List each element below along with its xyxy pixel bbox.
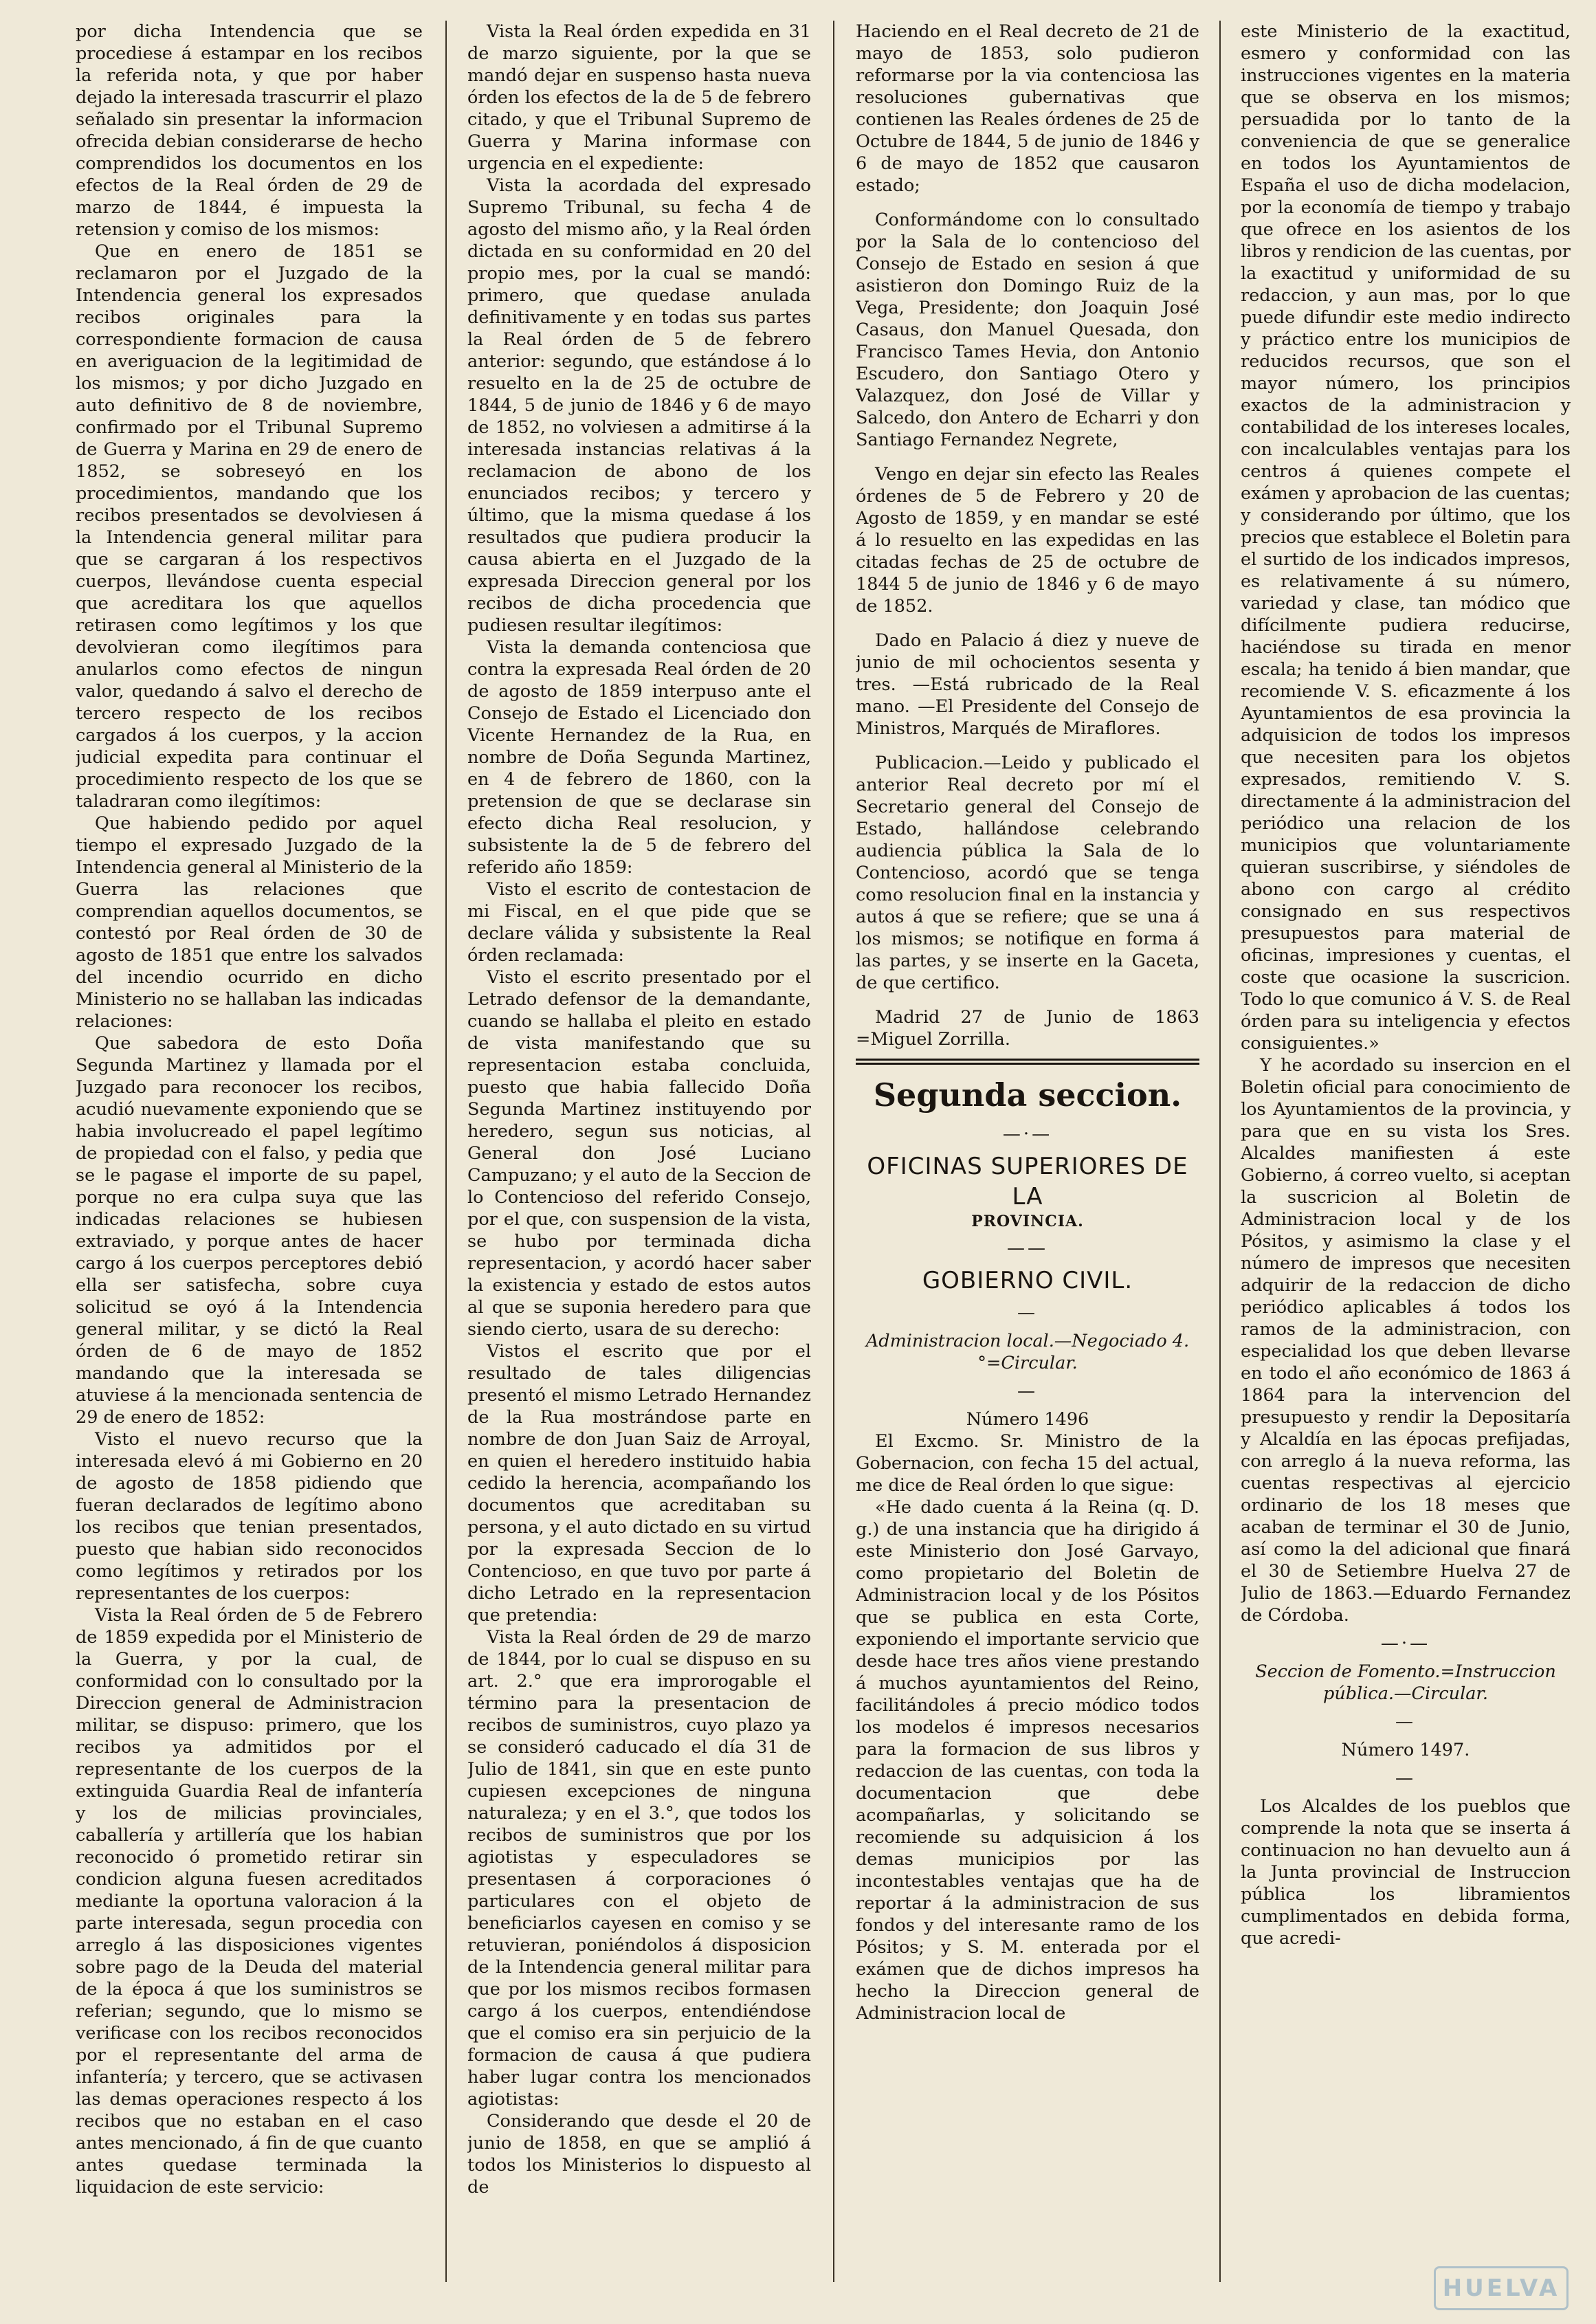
paragraph: El Excmo. Sr. Ministro de la Gobernacion, con fecha 15 del actual, me dice de Real órden lo que sigue: bbox=[856, 1431, 1199, 1496]
section-divider bbox=[856, 1059, 1199, 1065]
paragraph: Haciendo en el Real decreto de 21 de mayo de 1853, solo pudieron reformarse por la via contenciosa las resoluciones gubernativas que contienen las Reales órdenes de 25 de Octubre de 1844, 5 de junio de 1846 y 6 de mayo de 1852 que causaron estado; bbox=[856, 21, 1199, 196]
column-4 bbox=[1241, 21, 1571, 1949]
divider-dash: —— bbox=[1007, 1238, 1048, 1259]
admin-heading: Administracion local.—Negociado 4.°=Circular. bbox=[865, 1331, 1190, 1373]
paragraph: Considerando que desde el 20 de junio de 1858, en que se amplió á todos los Ministerios lo dispuesto al de bbox=[467, 2111, 811, 2198]
column-rule bbox=[1219, 21, 1221, 2282]
divider-dash: — bbox=[1017, 1303, 1038, 1323]
paragraph: Visto el nuevo recurso que la interesada elevó á mi Gobierno en 20 de agosto de 1858 pidiendo que fueran declarados de legítimo abono los recibos que tenian presentados, puesto que habian sido reconocidos como legítimos y retirados por los representantes de los cuerpos: bbox=[76, 1429, 423, 1604]
office-subtitle: PROVINCIA. bbox=[971, 1213, 1084, 1230]
divider-dash: —·— bbox=[1002, 1124, 1053, 1144]
paragraph: Vista la Real órden expedida en 31 de marzo siguiente, por la que se mandó dejar en suspenso hasta nueva órden los efectos de la de 5 de febrero citado, y que el Tribunal Supremo de Guerra y Marina informase con urgencia en el expediente: bbox=[467, 21, 811, 174]
divider-dash: — bbox=[1017, 1381, 1038, 1402]
paragraph: Vista la Real órden de 5 de Febrero de 1859 expedida por el Ministerio de la Guerra, y por la cual, de conformidad con lo consultado por la Direccion general de Administracion militar, se dispuso: primero, que los recibos ya admitidos por el representante de los cuerpos de la extinguida Guardia Real de infantería y los de milicias provinciales, caballería y artillería que los habian reconocido ó prometido retirar sin condicion alguna fuesen acreditados mediante la oportuna valoracion á la parte interesada, segun procedia con arreglo á las disposiciones vigentes sobre pago de la Deuda del material de la época á que los suministros se referian; segundo, que lo mismo se verificase con los recibos reconocidos por el representante del arma de infantería; y tercero, que se activasen las demas operaciones respecto á los recibos que no estaban en el caso antes mencionado, á fin de que cuanto antes quedase terminada la liquidacion de este servicio: bbox=[76, 1605, 423, 2198]
section-title: Segunda seccion. bbox=[873, 1076, 1182, 1114]
paragraph: Que en enero de 1851 se reclamaron por el Juzgado de la Intendencia general los expresados recibos originales para la correspondiente formacion de causa en averiguacion de la legitimidad de los mismos; y por dicho Juzgado en auto definitivo de 8 de noviembre, confirmado por el Tribunal Supremo de Guerra y Marina en 29 de enero de 1852, se sobreseyó en los procedimientos, mandando que los recibos presentados se devolviesen á la Intendencia general militar para que se cargaran á los respectivos cuerpos, llevándose cuenta especial que acreditara los que aquellos retirasen como legítimos y los que devolvieran como ilegítimos para anularlos como efectos de ningun valor, quedando á salvo el derecho de tercero respecto de los recibos cargados á los cuerpos, y la accion judicial expedita para continuar el procedimiento respecto de los que se taladraran como ilegítimos: bbox=[76, 241, 423, 812]
divider-dash: — bbox=[1395, 1712, 1416, 1732]
paragraph: por dicha Intendencia que se procediese á estampar en los recibos la referida nota, y que por haber dejado la interesada trascurrir el plazo señalado sin presentar la informacion ofrecida debian considerarse de hecho comprendidos los documentos en los efectos de la Real órden de 29 de marzo de 1844, é impuesta la retension y comiso de los mismos: bbox=[76, 21, 423, 240]
office-title: OFICINAS SUPERIORES DE LA bbox=[867, 1153, 1188, 1210]
column-rule bbox=[833, 21, 834, 2282]
divider-dash: — bbox=[1395, 1768, 1416, 1789]
signature-line: Madrid 27 de Junio de 1863 =Miguel Zorrilla. bbox=[856, 1007, 1199, 1050]
paragraph: Vista la demanda contenciosa que contra la expresada Real órden de 20 de agosto de 1859 interpuso ante el Consejo de Estado el Licenciado don Vicente Hernandez de la Rua, en nombre de Doña Segunda Martinez, en 4 de febrero de 1860, con la pretension de que se declarase sin efecto dicha Real resolucion, y subsistente la de 5 de febrero del referido año 1859: bbox=[467, 637, 811, 878]
paragraph: Publicacion.—Leido y publicado el anterior Real decreto por mí el Secretario general del Consejo de Estado, hallándose celebrando audiencia pública la Sala de lo Contencioso, acordó que se tenga como resolucion final en la instancia y autos á que se refiere; que se una á los mismos; se notifique en forma á las partes, y se inserte en la Gaceta, de que certifico. bbox=[856, 753, 1199, 993]
archive-stamp: HUELVA bbox=[1434, 2266, 1569, 2310]
paragraph: Conformándome con lo consultado por la Sala de lo contencioso del Consejo de Estado en sesion á que asistieron don Domingo Ruiz de la Vega, Presidente; don Joaquin José Casaus, don Manuel Quesada, don Francisco Tames Hevia, don Antonio Escudero, don Santiago Otero y Valazquez, don José de Villar y Salcedo, don Antero de Echarri y don Santiago Fernandez Negrete, bbox=[856, 210, 1199, 450]
paragraph: Que habiendo pedido por aquel tiempo el expresado Juzgado de la Intendencia general al Ministerio de la Guerra las relaciones que comprendian aquellos documentos, se contestó por Real órden de 30 de agosto de 1851 que entre los salvados del incendio ocurrido en dicho Ministerio no se hallaban las indicadas relaciones: bbox=[76, 813, 423, 1032]
divider-dash: —·— bbox=[1380, 1633, 1431, 1654]
paragraph: Los Alcaldes de los pueblos que comprende la nota que se inserta á continuacion no han devuelto aun á la Junta provincial de Instruccion pública los libramientos cumplimentados en debida forma, que acredi- bbox=[1241, 1796, 1571, 1949]
notice-number: Número 1496 bbox=[966, 1409, 1089, 1430]
paragraph: Vista la acordada del expresado Supremo Tribunal, su fecha 4 de agosto del mismo año, y la Real órden dictada en su conformidad en 20 del propio mes, por la cual se mandó: primero, que quedase anulada definitivamente y en todas sus partes la Real órden de 5 de febrero anterior: segundo, que estándose á lo resuelto en la de 25 de octubre de 1844, 5 de junio de 1846 y 6 de mayo de 1852, no volviesen a admitirse á la interesada instancias relativas á la reclamacion de abono de los enunciados recibos; y tercero y último, que la misma quedase á los resultados que pudiera producir la causa abierta en el Juzgado de la expresada Direccion general por los recibos de dicha procedencia que pudiesen resultar ilegítimos: bbox=[467, 175, 811, 636]
paragraph: Visto el escrito de contestacion de mi Fiscal, en el que pide que se declare válida y subsistente la Real órden reclamada: bbox=[467, 879, 811, 966]
column-2 bbox=[467, 21, 811, 2198]
paragraph: este Ministerio de la exactitud, esmero y conformidad con las instrucciones vigentes en la materia que se observa en los mismos; persuadida por lo tanto de la conveniencia de que se generalice en todos los Ayuntamientos de España el uso de dicha modelacion, por la economía de tiempo y trabajo que ofrece en los asientos de los libros y rendicion de las cuentas, por la exactitud y uniformidad de su redaccion, y aun mas, por lo que puede difundir este medio indirecto y práctico entre los municipios de reducidos recursos, que son el mayor número, los principios exactos de la administracion y contabilidad de los intereses locales, con incalculables ventajas para los centros á quienes compete el exámen y aprobacion de las cuentas; y considerando por último, que los precios que establece el Boletin para el surtido de los indicados impresos, es relativamente á su número, variedad y clase, tan módico que difícilmente pudiera reducirse, haciéndose su tirada en menor escala; ha tenido á bien mandar, que recomiende V. S. eficazmente á los Ayuntamientos de esa provincia la adquisicion de todos los impresos que necesiten para los objetos expresados, remitiendo V. S. directamente á la administracion del periódico una relacion de los municipios que voluntariamente quieran suscribirse, y siéndoles de abono con cargo al crédito consignado en sus respectivos presupuestos para material de oficinas, impresiones y cuentas, el coste que ocasione la suscricion. Todo lo que comunico á V. S. de Real órden para su inteligencia y efectos consiguientes.» bbox=[1241, 21, 1571, 1054]
paragraph: Que sabedora de esto Doña Segunda Martinez y llamada por el Juzgado para reconocer los recibos, acudió nuevamente exponiendo que se habia involucreado el papel legítimo de propiedad con el falso, y pedia que se le pagase el importe de su papel, porque no era culpa suya que las indicadas relaciones se hubiesen extraviado, y porque antes de hacer cargo á los cuerpos perceptores debió ella ser satisfecha, sobre cuya solicitud se oyó á la Intendencia general militar, y se dictó la Real órden de 6 de mayo de 1852 mandando que la interesada se atuviese á la mencionada sentencia de 29 de enero de 1852: bbox=[76, 1033, 423, 1428]
paragraph: Vistos el escrito que por el resultado de tales diligencias presentó el mismo Letrado Hernandez de la Rua mostrándose parte en nombre de don Juan Saiz de Arroyal, en quien el heredero instituido habia cedido la herencia, acompañando los documentos que acreditaban su persona, y el auto dictado en su virtud por la expresada Seccion de lo Contencioso, en que tuvo por parte á dicho Letrado en la representacion que pretendia: bbox=[467, 1341, 811, 1626]
gov-title: GOBIERNO CIVIL. bbox=[922, 1267, 1133, 1294]
column-1 bbox=[76, 21, 423, 2198]
column-3 bbox=[856, 21, 1199, 2024]
paragraph: Dado en Palacio á diez y nueve de junio de mil ochocientos sesenta y tres. —Está rubricado de la Real mano. —El Presidente del Consejo de Ministros, Marqués de Miraflores. bbox=[856, 630, 1199, 739]
paragraph: Visto el escrito presentado por el Letrado defensor de la demandante, cuando se hallaba el pleito en estado de vista manifestando que su representacion estaba concluida, puesto que habia fallecido Doña Segunda Martinez instituyendo por heredero, segun sus noticias, al General don José Luciano Campuzano; y el auto de la Seccion de lo Contencioso del referido Consejo, por el que, con suspension de la vista, se hubo por terminada dicha representacion, y acordó hacer saber la existencia y estado de estos autos al que se suponia heredero para que siendo cierto, usara de su derecho: bbox=[467, 967, 811, 1340]
paragraph: Vista la Real órden de 29 de marzo de 1844, por lo cual se dispuso en su art. 2.° que era improrogable el término para la presentacion de recibos de suministros, cuyo plazo ya se consideró caducado el día 31 de Julio de 1841, sin que en este punto cupiesen excepciones de ninguna naturaleza; y en el 3.°, que todos los recibos de suministros que por los agiotistas y especuladores se presentasen á corporaciones ó particulares con el objeto de beneficiarlos cayesen en comiso y se retuvieran, poniéndolos á disposicion de la Intendencia general militar para que por los mismos recibos formasen cargo á los cuerpos, entendiéndose que el comiso era sin perjuicio de la formacion de causa á que pudiera haber lugar contra los mencionados agiotistas: bbox=[467, 1627, 811, 2110]
paragraph: «He dado cuenta á la Reina (q. D. g.) de una instancia que ha dirigido á este Ministerio don José Garvayo, como propietario del Boletin de Administracion local y de los Pósitos que se publica en esta Corte, exponiendo el importante servicio que desde hace tres años viene prestando á muchos ayuntamientos del Reino, facilitándoles á precio módico todos los modelos é impresos necesarios para la formacion de sus libros y redaccion de las cuentas, con toda la documentacion que debe acompañarlas, y solicitando se recomiende su adquisicion á los demas municipios por las incontestables ventajas que ha de reportar á la administracion de sus fondos y del interesante ramo de los Pósitos; y S. M. enterada por el exámen que de dichos impresos ha hecho la Direccion general de Administracion local de bbox=[856, 1497, 1199, 2024]
fomento-heading: Seccion de Fomento.=Instruccion pública.—Circular. bbox=[1255, 1661, 1556, 1704]
paragraph: Vengo en dejar sin efecto las Reales órdenes de 5 de Febrero y 20 de Agosto de 1859, y en mandar se esté á lo resuelto en las expedidas en las citadas fechas de 25 de octubre de 1844 5 de junio de 1846 y 6 de mayo de 1852. bbox=[856, 464, 1199, 617]
column-rule bbox=[445, 21, 447, 2282]
paragraph: Y he acordado su insercion en el Boletin oficial para conocimiento de los Ayuntamientos de la provincia, y para que en su vista los Sres. Alcaldes manifiesten á este Gobierno, á correo vuelto, si aceptan la suscricion al Boletin de Administracion local y de los Pósitos, y asimismo la clase y el número de impresos que necesiten adquirir de la redaccion de dicho periódico aplicables á todos los ramos de la administracion, con especialidad los que deben llevarse en todo el año económico de 1863 á 1864 para la intervencion del presupuesto y rendir la Depositaría y Alcaldía en las épocas prefijadas, con arreglo á la nueva reforma, las cuentas respectivas al ejercicio ordinario de los 18 meses que acaban de terminar el 30 de Junio, así como la del adicional que finará el 30 de Setiembre Huelva 27 de Julio de 1863.—Eduardo Fernandez de Córdoba. bbox=[1241, 1055, 1571, 1626]
notice-number: Número 1497. bbox=[1341, 1740, 1470, 1760]
